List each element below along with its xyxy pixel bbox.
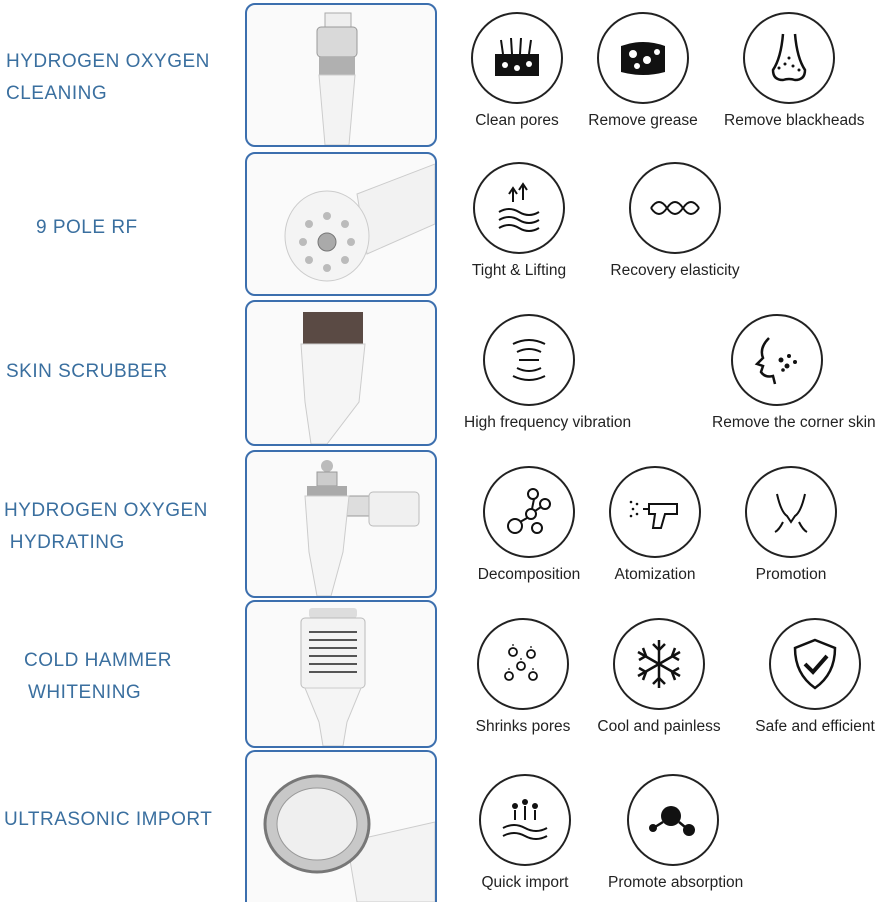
row-hydrogen-oxygen-hydrating — [0, 448, 894, 598]
feature-label: Remove blackheads — [724, 112, 865, 129]
feature-label: Cool and painless — [597, 718, 721, 735]
feature-clean-pores — [452, 12, 582, 130]
nose-blackheads-icon — [759, 28, 819, 88]
row-skin-scrubber — [0, 300, 894, 448]
scrubber-handpiece-icon — [247, 302, 435, 444]
feature-promote-absorption — [608, 774, 744, 892]
row-title: HYDROGEN OXYGEN HYDRATING — [4, 500, 208, 553]
quick-import-icon — [495, 790, 555, 850]
feature-label: Remove grease — [588, 112, 698, 129]
feature-tight-lifting — [454, 162, 584, 280]
handpiece-image-scrubber — [245, 300, 437, 446]
handpiece-image-ultrasonic — [245, 750, 437, 902]
absorption-molecule-icon — [643, 790, 703, 850]
feature-label: Promotion — [755, 566, 827, 583]
row-cold-hammer-whitening — [0, 598, 894, 748]
feature-remove-corner-skin — [712, 314, 876, 432]
molecule-icon — [499, 482, 559, 542]
feature-recovery-elasticity — [610, 162, 740, 280]
vibration-icon — [499, 330, 559, 390]
row-hydrogen-oxygen-cleaning — [0, 0, 894, 150]
skin-pores-icon — [487, 28, 547, 88]
feature-atomization — [590, 466, 720, 584]
handpiece-image-cold-hammer — [245, 600, 437, 748]
feature-label: Promote absorption — [608, 874, 744, 891]
feature-high-frequency-vibration — [464, 314, 632, 432]
hydrating-handpiece-icon — [247, 452, 435, 596]
handpiece-image-rf — [245, 152, 437, 296]
feature-label: Tight & Lifting — [471, 262, 567, 279]
feature-label: Recovery elasticity — [610, 262, 740, 279]
lifting-waves-icon — [489, 178, 549, 238]
row-title: SKIN SCRUBBER — [6, 361, 168, 382]
handpiece-image-hydrating — [245, 450, 437, 598]
spray-gun-icon — [625, 482, 685, 542]
ultrasonic-handpiece-icon — [247, 752, 435, 902]
feature-label: Quick import — [481, 874, 569, 891]
rf-handpiece-icon — [247, 154, 435, 294]
feature-label: Atomization — [614, 566, 696, 583]
elasticity-wave-icon — [645, 178, 705, 238]
feature-label: Remove the corner skin — [712, 414, 876, 431]
handpiece-image-cleaning — [245, 3, 437, 147]
feature-label: High frequency vibration — [464, 414, 632, 431]
row-9-pole-rf — [0, 150, 894, 300]
feature-label: Decomposition — [477, 566, 581, 583]
face-corner-skin-icon — [747, 330, 807, 390]
feature-decomposition — [464, 466, 594, 584]
feature-label: Safe and efficient — [755, 718, 875, 735]
row-title: 9 POLE RF — [36, 217, 138, 238]
row-ultrasonic-import — [0, 748, 894, 894]
feature-shrinks-pores — [458, 618, 588, 736]
row-title: HYDROGEN OXYGEN CLEANING — [6, 51, 210, 104]
shrink-pores-icon — [493, 634, 553, 694]
feature-safe-efficient — [750, 618, 880, 736]
cleaning-handpiece-icon — [247, 5, 435, 145]
feature-cool-painless — [594, 618, 724, 736]
feature-promotion — [726, 466, 856, 584]
shield-check-icon — [785, 634, 845, 694]
snowflake-icon — [629, 634, 689, 694]
cold-hammer-handpiece-icon — [247, 602, 435, 746]
row-title: COLD HAMMER WHITENING — [24, 650, 173, 703]
grease-icon — [613, 28, 673, 88]
feature-label: Clean pores — [475, 112, 559, 129]
feature-remove-blackheads — [724, 12, 865, 130]
row-title: ULTRASONIC IMPORT — [4, 809, 213, 830]
feature-remove-grease — [578, 12, 708, 130]
feature-quick-import — [460, 774, 590, 892]
neck-icon — [761, 482, 821, 542]
feature-label: Shrinks pores — [475, 718, 571, 735]
